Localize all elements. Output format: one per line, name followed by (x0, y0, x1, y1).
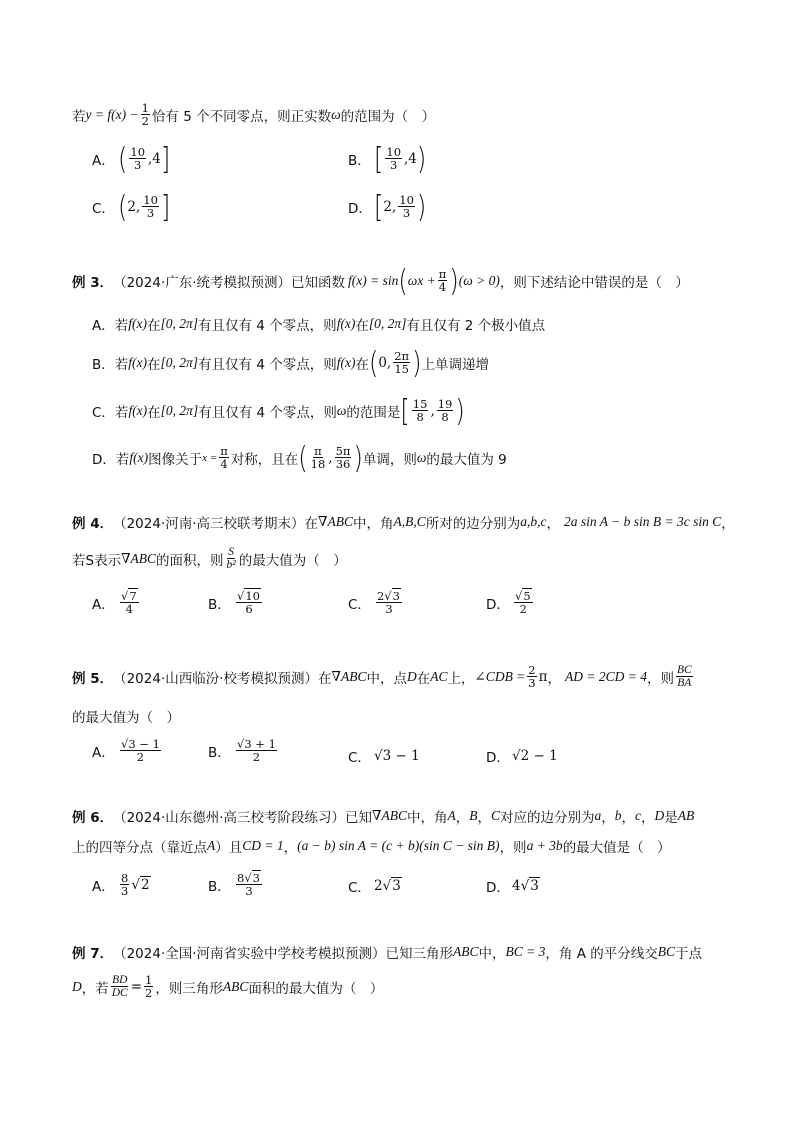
example-3-option-c[interactable]: C．若 f(x) 在 [0, 2π] 有且仅有 4 个零点，则 ω 的范围是 [ $\frac{15}{8}$ , $\frac{19}{8}$ ) (92, 393, 465, 428)
example-3-option-b[interactable]: B．若 f(x) 在 [0, 2π] 有且仅有 4 个零点，则 f(x) 在 ( 0, $\frac{2\pi}{15}$ ) 上单调递增 (92, 345, 489, 380)
option-b[interactable]: B． [ $\frac{10}{3}$ ,4 ) (348, 141, 427, 176)
example-4-stem-line2: 若S表示 ∇ABC 的面积，则 $\frac{S}{\text{b²}}$ 的最大值为（ ） (72, 546, 347, 571)
example-6-option-a[interactable]: A． $\frac{8}{3}$ √2 (92, 871, 150, 898)
example-7-stem: 例 7． （2024·全国·河南省实验中学校考模拟预测）已知三角形 ABC 中， BC = 3 ，角 A 的平分线交 BC 于点 (72, 944, 703, 962)
example-4-option-d[interactable]: D． $\frac{√5}{2}$ (486, 589, 531, 616)
stem-text: 若 (72, 108, 86, 125)
option-c[interactable]: C． ( 2, $\frac{10}{3}$ ] (92, 189, 171, 224)
stem-text: 恰有 5 个不同零点，则正实数 (151, 108, 332, 125)
example-5-stem: 例 5． （2024·山西临汾·校考模拟预测）在 ∇ABC 中，点 D 在 AC 上， ∠CDB = $\frac{2}{3}$ π ， AD = 2CD = 4 ，则 $\frac{BC}{BA}$ (72, 663, 692, 690)
example-3-option-a[interactable]: A．若 f(x) 在 [0, 2π] 有且仅有 4 个零点，则 f(x) 在 [0, 2π] 有且仅有 2 个极小值点 (92, 316, 546, 334)
example-4-option-b[interactable]: B． $\frac{√10}{6}$ (208, 589, 260, 616)
example-6-option-d[interactable]: D． 4 √3 (486, 878, 539, 896)
example-tag: 例 5． (72, 670, 114, 687)
example-4-option-c[interactable]: C． $\frac{2√3}{3}$ (348, 589, 400, 616)
example-6-option-c[interactable]: C． 2 √3 (348, 878, 401, 896)
stem-function: y = f(x) − (85, 106, 139, 122)
example-3-option-d[interactable]: D．若 f(x) 图像关于 x = $\frac{\pi}{4}$ 对称，且在 ( $\frac{\pi}{18}$ , $\frac{5\pi}{36}$ ) 单调，则 ω 的最大值为 9 (92, 440, 507, 475)
stem-fraction: $\frac{1}{2}$ (141, 101, 149, 128)
example-6-option-b[interactable]: B． $\frac{8√3}{3}$ (208, 871, 260, 898)
example-5-option-a[interactable]: A． $\frac{√3 - 1}{2}$ (92, 737, 160, 764)
example-5-stem-line2: 的最大值为（ ） (72, 710, 180, 726)
example-7-stem-line2: D ，若 $\frac{BD}{DC}$ = $\frac{1}{2}$ ，则三角形 ABC 面积的最大值为（ ） (72, 973, 384, 1000)
stem-text: 的范围为（ ） (340, 108, 436, 125)
example-4-stem: 例 4． （2024·河南·高三校联考期末）在 ∇ABC 中，角 A,B,C 所对的边分别为 a,b,c ， 2a sin A − b sin B = 3c sin C ， (72, 514, 735, 532)
example-tag: 例 6． (72, 810, 114, 826)
question-stem (72, 102, 435, 127)
example-6-stem: 例 6． （2024·山东德州·高三校考阶段练习）已知 ∇ABC 中，角 A ， B ， C 对应的边分别为 a ， b ， c ， D 是 AB (72, 808, 695, 826)
example-5-option-d[interactable]: D． √2 − 1 (486, 748, 558, 766)
option-d[interactable]: D． [ 2, $\frac{10}{3}$ ) (348, 189, 427, 224)
example-tag: 例 3． (72, 274, 114, 291)
example-tag: 例 4． (72, 516, 114, 532)
example-6-stem-line2: 上的四等分点（靠近点 A ）且 CD = 1 ， (a − b) sin A = (c + b)(sin C − sin B) ，则 a + 3b 的最大值是（ ） (72, 838, 671, 856)
example-5-option-c[interactable]: C． √3 − 1 (348, 748, 420, 766)
example-tag: 例 7． (72, 946, 114, 962)
example-4-option-a[interactable]: A． $\frac{√7}{4}$ (92, 589, 137, 616)
example-3-stem: 例 3． （2024·广东·统考模拟预测）已知函数 f(x) = sin ( ωx + $\frac{\pi}{4}$ ) (ω > 0) ，则下述结论中错误的是（ ） (72, 263, 689, 298)
example-5-option-b[interactable]: B． $\frac{√3 + 1}{2}$ (208, 737, 276, 764)
option-a[interactable]: A． ( $\frac{10}{3}$ ,4 ] (92, 141, 171, 176)
stem-variable: ω (331, 106, 341, 122)
